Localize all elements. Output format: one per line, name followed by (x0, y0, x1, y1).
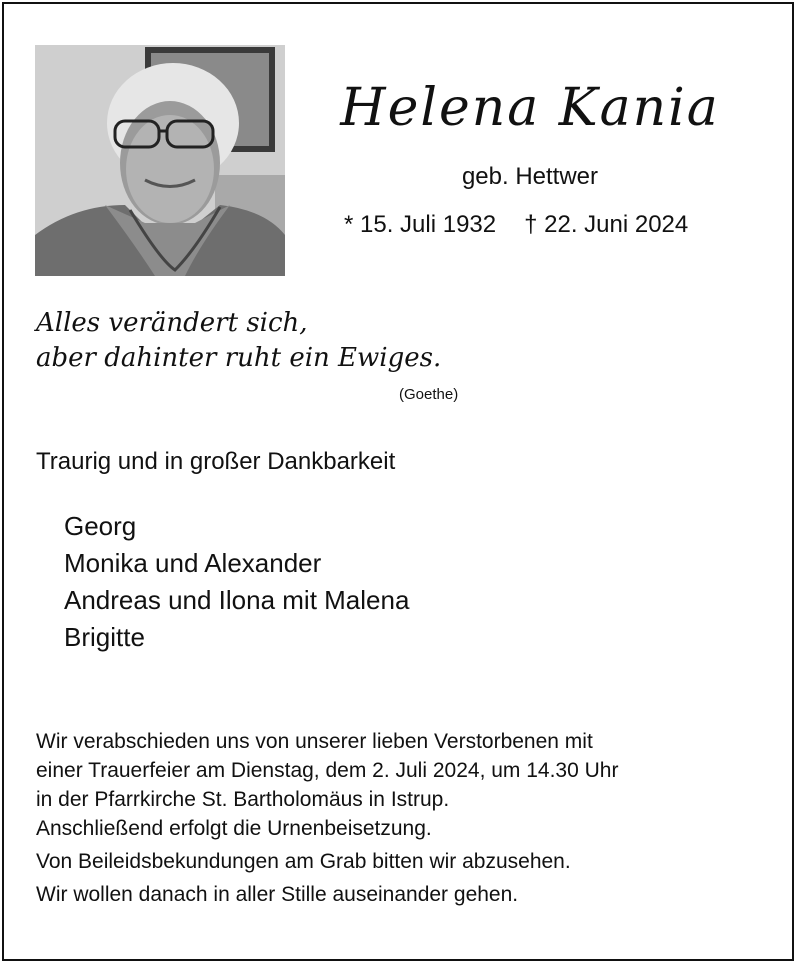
notice-line: Wir verabschieden uns von unserer lieben Verstorbenen mit (36, 730, 593, 753)
maiden-name: geb. Hettwer (461, 163, 599, 190)
stillness-note: Wir wollen danach in aller Stille auseinander gehen. (36, 883, 519, 906)
portrait-photo (35, 45, 285, 276)
mourners-list (64, 508, 409, 656)
deceased-name: Helena Kania (340, 78, 720, 138)
funeral-notice (36, 727, 776, 909)
notice-line: Anschließend erfolgt die Urnenbeisetzung. (36, 817, 432, 840)
list-item: Monika und Alexander (64, 548, 322, 578)
life-dates (344, 211, 688, 239)
mourners-intro: Traurig und in großer Dankbarkeit (36, 448, 396, 475)
death-date: † 22. Juni 2024 (524, 211, 689, 238)
quote-line: Alles verändert sich, (36, 308, 308, 338)
notice-line: in der Pfarrkirche St. Bartholomäus in Istrup. (36, 788, 450, 811)
list-item: Andreas und Ilona mit Malena (64, 585, 410, 615)
condolence-note: Von Beileidsbekundungen am Grab bitten wir abzusehen. (36, 850, 571, 873)
quote-author: (Goethe) (399, 386, 459, 403)
memorial-quote (36, 306, 441, 376)
birth-date: * 15. Juli 1932 (344, 211, 497, 238)
list-item: Georg (64, 511, 137, 541)
ceremony-info (36, 727, 776, 843)
quote-line: aber dahinter ruht ein Ewiges. (36, 343, 442, 373)
notice-line: einer Trauerfeier am Dienstag, dem 2. Juli 2024, um 14.30 Uhr (36, 759, 619, 782)
list-item: Brigitte (64, 622, 145, 652)
